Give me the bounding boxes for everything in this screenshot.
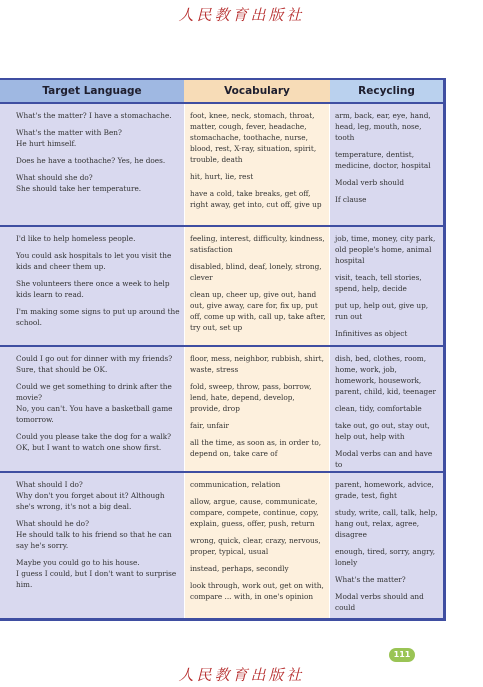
cell-text: clean, tidy, comfortable [335,404,422,413]
publisher-logo-top: 人民教育出版社 [178,6,305,24]
recycle-cell [330,104,443,225]
cell-text: Modal verb should [335,178,404,187]
cell-text: Infinitives as object [335,329,408,338]
table-row [0,104,443,225]
cell-text: study, write, call, talk, help, hang out, relax, agree, disagree [335,508,438,539]
cell-text: Modal verbs can and have to [335,449,433,469]
cell-text: job, time, money, city park, old people's home, animal hospital [335,234,436,265]
table-row [0,225,443,345]
table-row [0,471,443,618]
target-cell [0,104,184,225]
vocab-cell [184,473,330,618]
cell-text: hit, hurt, lie, rest [190,172,254,181]
cell-text: instead, perhaps, secondly [190,564,289,573]
recycle-cell [330,227,443,345]
cell-text: You could ask hospitals to let you visit the kids and cheer them up. [16,251,172,271]
recycle-cell [330,473,443,618]
cell-text: Does he have a toothache? Yes, he does. [16,156,166,165]
cell-text: Could I go out for dinner with my friends? Sure, that should be OK. [16,354,173,374]
cell-text: Could you please take the dog for a walk? OK, but I want to watch one show first. [16,432,172,452]
table-header-row [0,78,443,104]
cell-text: What's the matter? I have a stomachache. [16,111,172,120]
cell-text: look through, work out, get on with, compare ... with, in one's opinion [190,581,324,601]
header-vocabulary: Vocabulary [184,80,330,102]
cell-text: fold, sweep, throw, pass, borrow, lend, hate, depend, develop, provide, drop [190,382,312,413]
cell-text: all the time, as soon as, in order to, depend on, take care of [190,438,322,458]
publisher-logo-bottom: 人民教育出版社 [178,666,305,684]
cell-text: wrong, quick, clear, crazy, nervous, proper, typical, usual [190,536,321,556]
syllabus-table [0,78,446,621]
cell-text: arm, back, ear, eye, hand, head, leg, mouth, nose, tooth [335,111,431,142]
page-number-badge: 111 [389,648,415,662]
vocab-cell [184,347,330,471]
cell-text: enough, tired, sorry, angry, lonely [335,547,436,567]
cell-text: floor, mess, neighbor, rubbish, shirt, waste, stress [190,354,324,374]
cell-text: She volunteers there once a week to help kids learn to read. [16,279,170,299]
target-cell [0,473,184,618]
vocab-cell [184,227,330,345]
cell-text: What should he do? He should talk to his friend so that he can say he's sorry. [16,519,172,550]
cell-text: Maybe you could go to his house. I guess I could, but I don't want to surprise him. [16,558,177,589]
cell-text: Could we get something to drink after the movie? No, you can't. You have a basketball game tomorrow. [16,382,173,424]
cell-text: visit, teach, tell stories, spend, help, decide [335,273,422,293]
header-recycling: Recycling [330,80,443,102]
table-row [0,345,443,471]
cell-text: clean up, cheer up, give out, hand out, give away, care for, fix up, put off, come up with, call up, take after, try out, set up [190,290,326,332]
cell-text: Modal verbs should and could [335,592,424,612]
cell-text: take out, go out, stay out, help out, help with [335,421,430,441]
cell-text: fair, unfair [190,421,229,430]
cell-text: What should I do? Why don't you forget about it? Although she's wrong, it's not a big deal. [16,480,165,511]
vocab-cell [184,104,330,225]
cell-text: parent, homework, advice, grade, test, fight [335,480,434,500]
cell-text: If clause [335,195,367,204]
cell-text: I'd like to help homeless people. [16,234,136,243]
recycle-cell [330,347,443,471]
cell-text: dish, bed, clothes, room, home, work, job, homework, housework, parent, child, kid, teenager [335,354,437,396]
cell-text: What's the matter? [335,575,406,584]
header-target-language: Target Language [0,80,184,102]
cell-text: allow, argue, cause, communicate, compare, compete, continue, copy, explain, guess, offer, push, return [190,497,319,528]
cell-text: What should she do? She should take her temperature. [16,173,142,193]
cell-text: foot, knee, neck, stomach, throat, matter, cough, fever, headache, stomachache, toothache, nurse, blood, rest, X-ray, situation, spirit, trouble, death [190,111,317,164]
cell-text: What's the matter with Ben? He hurt himself. [16,128,122,148]
cell-text: temperature, dentist, medicine, doctor, hospital [335,150,431,170]
cell-text: communication, relation [190,480,281,489]
cell-text: feeling, interest, difficulty, kindness, satisfaction [190,234,325,254]
cell-text: put up, help out, give up, run out [335,301,429,321]
target-cell [0,227,184,345]
target-cell [0,347,184,471]
cell-text: disabled, blind, deaf, lonely, strong, clever [190,262,322,282]
cell-text: I'm making some signs to put up around the school. [16,307,180,327]
cell-text: have a cold, take breaks, get off, right away, get into, cut off, give up [190,189,322,209]
